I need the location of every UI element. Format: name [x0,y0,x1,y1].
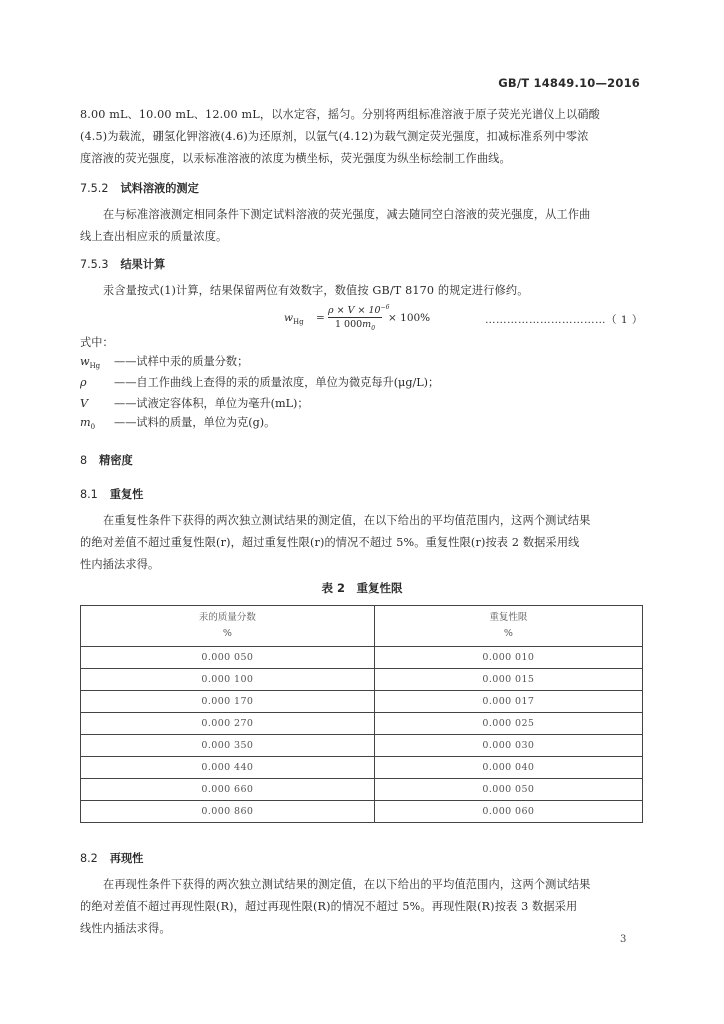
section-heading-7-5-3 [80,256,165,272]
section-title: 精密度 [99,454,133,467]
paragraph-line: 性内插法求得。 [80,558,160,571]
section-number: 8.1 [80,488,98,501]
section-title: 重复性 [109,488,144,501]
legend-intro: 式中： [80,336,114,349]
table-row: 0.000 860 0.000 060 [81,801,643,823]
page-number: 3 [620,934,627,945]
intro-paragraph [80,104,646,170]
formula-denominator: 1 $000m_0$ [334,319,376,333]
legend-item: V ——试液定容体积，单位为毫升(mL)； [80,397,309,410]
section-number: 8.2 [80,852,98,865]
formula-fraction [328,304,390,333]
formula-lhs: $w_{Hg}$ [284,312,304,327]
repeatability-table [80,605,643,823]
paragraph-line: 的绝对差值不超过重复性限(r)，超过重复性限(r)的情况不超过 5%。重复性限(r)按表 2 数据采用线 [80,536,580,549]
table-row: 0.000 350 0.000 030 [81,735,643,757]
section-number: 7.5.2 [80,182,109,195]
formula-equals: = [316,312,325,324]
equation-number: ……………………………（ 1 ） [485,314,643,326]
formula-numerator: $\rho \times V \times 10^{-6}$ [328,304,390,317]
paragraph-line: 在与标准溶液测定相同条件下测定试料溶液的荧光强度，减去随同空白溶液的荧光强度，从工作曲 [103,208,591,221]
section-title: 再现性 [109,852,144,865]
table-row: 0.000 100 0.000 015 [81,669,643,691]
table-row: 0.000 660 0.000 050 [81,779,643,801]
paragraph-line: 8.00 mL、10.00 mL、12.00 mL，以水定容，摇匀。分别将两组标准溶液于原子荧光光谱仪上以硝酸 [80,108,600,121]
paragraph-line: (4.5)为载流，硼氢化钾溶液(4.6)为还原剂，以氩气(4.12)为载气测定荧光强度，扣减标准系列中零浓 [80,130,589,143]
section-8-1-paragraph [80,510,646,576]
section-heading-8-1 [80,486,143,502]
section-heading-7-5-2 [80,180,199,196]
section-heading-8 [80,452,133,468]
section-title: 试料溶液的测定 [120,182,199,195]
formula-multiplier: × 100% [388,312,431,324]
paragraph-line: 汞含量按式(1)计算，结果保留两位有效数字，数值按 GB/T 8170 的规定进行修约。 [103,284,529,297]
paragraph-line: 线上查出相应汞的质量浓度。 [80,230,228,243]
section-7-5-2-paragraph [80,204,646,248]
table-row: 0.000 050 0.000 010 [81,647,643,669]
section-heading-8-2 [80,850,143,866]
standard-number-header: GB/T 14849.10—2016 [498,76,640,90]
paragraph-line: 线性内插法求得。 [80,922,171,935]
section-title: 结果计算 [120,258,166,271]
table-row: 0.000 270 0.000 025 [81,713,643,735]
section-number: 8 [80,454,88,467]
section-number: 7.5.3 [80,258,109,271]
table-header-cell: 重复性限 % [374,606,642,647]
paragraph-line: 的绝对差值不超过再现性限(R)，超过再现性限(R)的情况不超过 5%。再现性限(R)按表 3 数据采用 [80,900,578,913]
legend-item: ρ ——自工作曲线上查得的汞的质量浓度，单位为微克每升(μg/L)； [80,376,440,389]
table-row: 0.000 440 0.000 040 [81,757,643,779]
table-header-cell: 汞的质量分数 % [81,606,375,647]
section-8-2-paragraph [80,874,646,940]
legend-item: $m_0$ ——试料的质量，单位为克(g)。 [80,416,276,432]
table-2-title: 表 2 重复性限 [321,581,403,595]
paragraph-line: 在重复性条件下获得的两次独立测试结果的测定值，在以下给出的平均值范围内，这两个测试结果 [103,514,591,527]
paragraph-line: 在再现性条件下获得的两次独立测试结果的测定值，在以下给出的平均值范围内，这两个测试结果 [103,878,591,891]
section-7-5-3-paragraph [80,280,646,302]
table-row: 0.000 170 0.000 017 [81,691,643,713]
paragraph-line: 度溶液的荧光强度，以汞标准溶液的浓度为横坐标，荧光强度为纵坐标绘制工作曲线。 [80,152,511,165]
legend-item: $w_{Hg}$ ——试样中汞的质量分数； [80,355,249,371]
